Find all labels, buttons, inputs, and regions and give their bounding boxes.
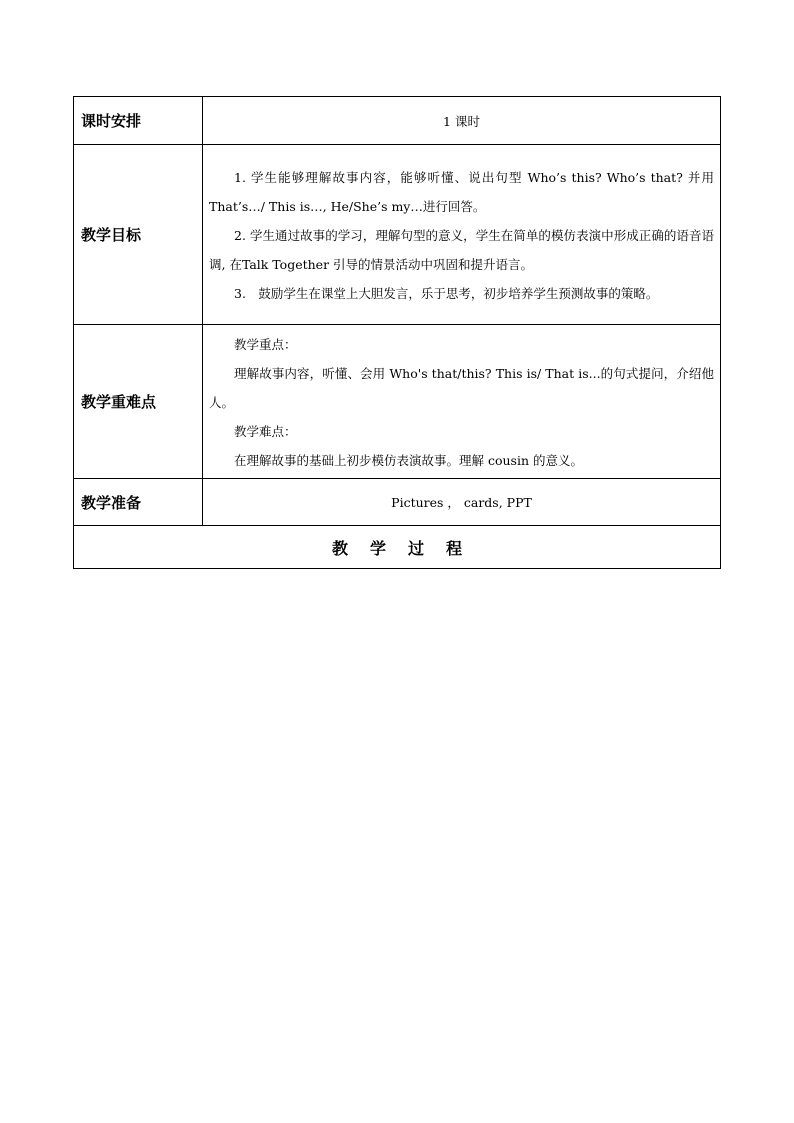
difficulty-text: 在理解故事的基础上初步模仿表演故事。理解 cousin 的意义。 bbox=[234, 452, 583, 468]
preparation-label: 教学准备 bbox=[74, 479, 203, 526]
key-points-row bbox=[74, 325, 721, 479]
lesson-plan-table bbox=[73, 96, 721, 569]
goals-row bbox=[74, 145, 721, 325]
process-row bbox=[74, 526, 721, 569]
goal-item: 2. 学生通过故事的学习，理解句型的意义，学生在简单的模仿表演中形成正确的语音语调, 在Talk Together 引导的情景活动中巩固和提升语言。 bbox=[209, 227, 714, 272]
period-label: 课时安排 bbox=[74, 97, 203, 145]
preparation-value: Pictures ， cards, PPT bbox=[203, 479, 721, 526]
goals-content bbox=[203, 145, 721, 325]
process-title: 教学过程 bbox=[74, 526, 721, 569]
key-points-label: 教学重难点 bbox=[74, 325, 203, 479]
difficulty-heading: 教学难点： bbox=[234, 423, 297, 439]
period-value: 1 课时 bbox=[203, 97, 721, 145]
focus-heading: 教学重点： bbox=[234, 336, 297, 352]
preparation-row bbox=[74, 479, 721, 526]
goals-label: 教学目标 bbox=[74, 145, 203, 325]
goal-item: 3. 鼓励学生在课堂上大胆发言，乐于思考，初步培养学生预测故事的策略。 bbox=[234, 285, 659, 301]
period-row bbox=[74, 97, 721, 145]
key-points-content bbox=[203, 325, 721, 479]
goal-item: 1. 学生能够理解故事内容，能够听懂、说出句型 Who’s this? Who’s that? 并用 That’s…/ This is…, He/She’s my…进行回答。 bbox=[209, 169, 714, 214]
focus-text: 理解故事内容，听懂、会用 Who's that/this? This is/ That is...的句式提问，介绍他人。 bbox=[209, 365, 714, 410]
